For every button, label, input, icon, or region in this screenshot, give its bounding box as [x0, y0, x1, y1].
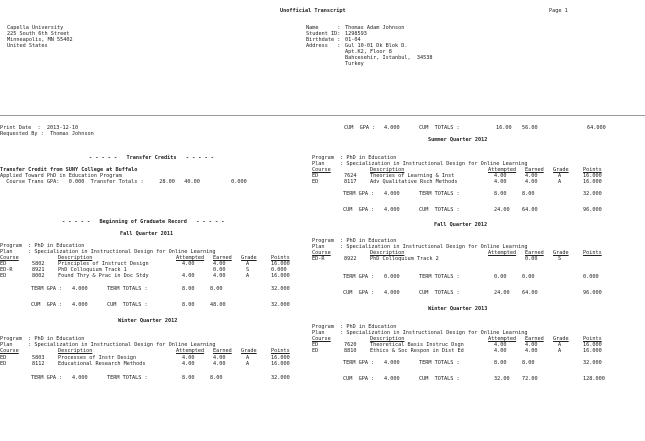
term-gpa-label: TERM GPA : — [31, 375, 63, 381]
term-gpa-label: TERM GPA : — [343, 274, 375, 280]
col-head-course: Course — [0, 348, 19, 354]
program-line: Program : PhD in Education — [312, 155, 397, 161]
course-earned: 4.00 — [525, 342, 538, 348]
cum-totals-label: CUM TOTALS : — [419, 376, 460, 382]
course-points: 16.000 — [583, 179, 602, 185]
term-points: 32.000 — [271, 286, 290, 292]
program-line: Program : PhD in Education — [0, 243, 85, 249]
col-head-points: Points — [583, 336, 602, 342]
cum-totals-label: CUM TOTALS : — [419, 290, 460, 296]
student-name: Thomas Adam Johnson — [345, 25, 405, 31]
course-grade: A — [558, 179, 562, 185]
plan-line: Plan : Specialization in Instructional Design for Online Learning — [0, 342, 216, 348]
course-attempted: 4.00 — [182, 273, 195, 279]
address-line: Turkey — [345, 61, 364, 67]
course-subject: ED — [0, 355, 7, 361]
course-subject: ED — [312, 342, 319, 348]
program-line: Program : PhD in Education — [312, 324, 397, 330]
term-totals-label: TERM TOTALS : — [419, 360, 460, 366]
cum-totals-label: CUM TOTALS : — [107, 302, 148, 308]
cum-attempted: 24.00 — [494, 290, 510, 296]
program-line: Program : PhD in Education — [312, 238, 397, 244]
course-description: Ethics & Soc Respon in Dist Ed — [370, 348, 464, 354]
term-earned: 8.00 — [210, 375, 223, 381]
term-totals-label: TERM TOTALS : — [419, 274, 460, 280]
term-gpa-label: TERM GPA : — [343, 360, 375, 366]
col-head-attempted: Attempted — [488, 336, 517, 342]
plan-line: Plan : Specialization in Instructional Design for Online Learning — [312, 244, 528, 250]
requested-by: Requested By : Thomas Johnson — [0, 131, 94, 137]
cum-gpa-value: 4.000 — [384, 376, 400, 382]
term-title: Winter Quarter 2013 — [428, 306, 488, 312]
cum-earned: 48.00 — [210, 302, 226, 308]
course-number: 7620 — [344, 342, 357, 348]
term-totals-label: TERM TOTALS : — [419, 191, 460, 197]
term-attempted: 0.00 — [494, 274, 507, 280]
term-title: Fall Quarter 2012 — [434, 222, 488, 228]
course-grade: S — [246, 267, 250, 273]
course-number: 5803 — [32, 355, 45, 361]
course-subject: ED-R — [0, 267, 13, 273]
term-points: 32.000 — [271, 375, 290, 381]
cum-attempted: 24.00 — [494, 207, 510, 213]
term-points: 32.000 — [583, 191, 602, 197]
course-number: 8810 — [344, 348, 357, 354]
print-date: Print Date : 2013-12-10 — [0, 125, 79, 131]
cum-attempted: 16.00 — [496, 125, 512, 131]
course-attempted: 4.00 — [182, 361, 195, 367]
cum-points: 96.000 — [583, 290, 602, 296]
course-attempted: 4.00 — [494, 179, 507, 185]
cum-gpa-label: CUM GPA : — [344, 125, 376, 131]
col-head-course: Course — [312, 167, 331, 173]
cum-attempted: 8.00 — [182, 302, 195, 308]
col-head-points: Points — [583, 167, 602, 173]
course-points: 16.000 — [583, 173, 602, 179]
transfer-applied: Applied Toward PhD in Education Program — [0, 173, 122, 179]
course-subject: ED — [312, 179, 319, 185]
transfer-heading: - - - - - Transfer Credits - - - - - — [89, 155, 214, 161]
col-head-earned: Earned — [213, 348, 232, 354]
col-head-attempted: Attempted — [488, 167, 517, 173]
term-attempted: 8.00 — [182, 375, 195, 381]
institution-line: Minneapolis, MN 55402 — [7, 37, 73, 43]
term-attempted: 8.00 — [494, 191, 507, 197]
col-head-description: Description — [58, 348, 93, 354]
col-head-grade: Grade — [553, 336, 569, 342]
course-description: Processes of Instr Design — [58, 355, 137, 361]
course-points: 0.000 — [271, 267, 287, 273]
cum-gpa-label: CUM GPA : — [343, 207, 375, 213]
term-earned: 0.00 — [522, 274, 535, 280]
cum-gpa-label: CUM GPA : — [343, 290, 375, 296]
cum-gpa-label: CUM GPA : — [31, 302, 63, 308]
cum-earned: 64.00 — [522, 207, 538, 213]
cum-points: 64.000 — [587, 125, 606, 131]
institution-line: Capella University — [7, 25, 64, 31]
term-totals-label: TERM TOTALS : — [107, 286, 148, 292]
course-grade: A — [246, 261, 250, 267]
term-title: Fall Quarter 2011 — [120, 231, 174, 237]
col-head-course: Course — [0, 255, 19, 261]
course-grade: A — [246, 273, 250, 279]
col-head-description: Description — [58, 255, 93, 261]
col-head-attempted: Attempted — [176, 255, 205, 261]
course-grade: S — [558, 256, 562, 262]
term-title: Summer Quarter 2012 — [428, 137, 488, 143]
cum-points: 32.000 — [271, 302, 290, 308]
address-label: Address : — [306, 43, 341, 49]
term-title: Winter Quarter 2012 — [118, 318, 178, 324]
plan-line: Plan : Specialization in Instructional Design for Online Learning — [312, 161, 528, 167]
col-head-earned: Earned — [525, 336, 544, 342]
course-points: 16.000 — [583, 348, 602, 354]
col-head-points: Points — [583, 250, 602, 256]
course-attempted: 4.00 — [182, 261, 195, 267]
name-label: Name : — [306, 25, 341, 31]
col-head-grade: Grade — [241, 255, 257, 261]
term-gpa-value: 4.000 — [384, 191, 400, 197]
course-attempted: 4.00 — [494, 348, 507, 354]
birthdate: 01-04 — [345, 37, 361, 43]
course-earned: 4.00 — [213, 355, 226, 361]
cum-totals-label: CUM TOTALS : — [419, 207, 460, 213]
col-head-course: Course — [312, 336, 331, 342]
term-gpa-value: 4.000 — [72, 286, 88, 292]
course-subject: ED — [312, 348, 319, 354]
col-head-points: Points — [271, 348, 290, 354]
transcript-title: Unofficial Transcript — [280, 8, 346, 14]
term-attempted: 8.00 — [182, 286, 195, 292]
course-number: 8117 — [344, 179, 357, 185]
course-points: 16.000 — [271, 355, 290, 361]
course-subject: ED-R — [312, 256, 325, 262]
term-gpa-label: TERM GPA : — [31, 286, 63, 292]
col-head-grade: Grade — [553, 250, 569, 256]
course-description: PhD Colloquium Track 1 — [58, 267, 127, 273]
cum-gpa-value: 4.000 — [384, 290, 400, 296]
course-points: 16.000 — [271, 261, 290, 267]
course-subject: ED — [0, 361, 7, 367]
course-grade: A — [246, 355, 250, 361]
divider — [0, 115, 645, 116]
transfer-totals: Course Trans GPA: 0.000 Transfer Totals : 28.00 40.00 0.000 — [0, 179, 247, 185]
term-earned: 8.00 — [210, 286, 223, 292]
course-earned: 4.00 — [525, 348, 538, 354]
term-gpa-label: TERM GPA : — [343, 191, 375, 197]
term-earned: 8.00 — [522, 360, 535, 366]
col-head-description: Description — [370, 336, 405, 342]
course-description: Theories of Learning & Inst — [370, 173, 455, 179]
course-earned: 4.00 — [213, 261, 226, 267]
grad-record-heading: - - - - - Beginning of Graduate Record - - - - - — [62, 219, 225, 225]
plan-line: Plan : Specialization in Instructional Design for Online Learning — [0, 249, 216, 255]
term-earned: 8.00 — [522, 191, 535, 197]
address-line: Apt.K2, Floor 8 — [345, 49, 392, 55]
course-number: 5802 — [32, 261, 45, 267]
col-head-earned: Earned — [525, 167, 544, 173]
course-points: 16.000 — [271, 361, 290, 367]
course-description: Adv Qualitative Rsch Methods — [370, 179, 458, 185]
cum-earned: 64.00 — [522, 290, 538, 296]
course-number: 8112 — [32, 361, 45, 367]
course-number: 7624 — [344, 173, 357, 179]
course-description: Found Thry & Prac in Doc Stdy — [58, 273, 149, 279]
col-head-points: Points — [271, 255, 290, 261]
course-grade: A — [558, 173, 562, 179]
course-number: 8922 — [344, 256, 357, 262]
cum-earned: 72.00 — [522, 376, 538, 382]
course-earned: 4.00 — [525, 173, 538, 179]
cum-points: 96.000 — [583, 207, 602, 213]
course-number: 8921 — [32, 267, 45, 273]
id-label: Student ID: — [306, 31, 341, 37]
page-number: Page 1 — [549, 8, 568, 14]
col-head-attempted: Attempted — [176, 348, 205, 354]
course-points: 16.000 — [583, 342, 602, 348]
birth-label: Birthdate : — [306, 37, 341, 43]
term-gpa-value: 4.000 — [384, 360, 400, 366]
course-earned: 4.00 — [213, 361, 226, 367]
course-points: 16.000 — [271, 273, 290, 279]
col-head-description: Description — [370, 167, 405, 173]
course-subject: ED — [0, 261, 7, 267]
course-earned: 4.00 — [525, 179, 538, 185]
course-earned: 4.00 — [213, 273, 226, 279]
cum-gpa-label: CUM GPA : — [343, 376, 375, 382]
course-number: 8002 — [32, 273, 45, 279]
cum-totals-label: CUM TOTALS : — [419, 125, 460, 131]
term-points: 0.000 — [583, 274, 599, 280]
course-subject: ED — [312, 173, 319, 179]
col-head-attempted: Attempted — [488, 250, 517, 256]
cum-gpa-value: 4.000 — [72, 302, 88, 308]
cum-gpa-value: 4.000 — [384, 207, 400, 213]
course-grade: A — [558, 348, 562, 354]
cum-gpa-value: 4.000 — [384, 125, 400, 131]
transfer-from: Transfer Credit from SUNY College at Buffalo — [0, 167, 138, 173]
course-earned: 0.00 — [213, 267, 226, 273]
cum-attempted: 32.00 — [494, 376, 510, 382]
cum-earned: 56.00 — [522, 125, 538, 131]
col-head-grade: Grade — [241, 348, 257, 354]
student-id: 1298593 — [345, 31, 367, 37]
program-line: Program : PhD in Education — [0, 336, 85, 342]
plan-line: Plan : Specialization in Instructional Design for Online Learning — [312, 330, 528, 336]
address-line: Bahcesehir, Istanbul, 34538 — [345, 55, 433, 61]
term-attempted: 8.00 — [494, 360, 507, 366]
institution-line: United States — [7, 43, 48, 49]
course-attempted: 4.00 — [494, 173, 507, 179]
term-points: 32.000 — [583, 360, 602, 366]
course-description: Principles of Instruct Design — [58, 261, 149, 267]
course-grade: A — [558, 342, 562, 348]
cum-points: 128.000 — [583, 376, 605, 382]
term-gpa-value: 4.000 — [72, 375, 88, 381]
col-head-earned: Earned — [213, 255, 232, 261]
course-attempted: 4.00 — [494, 342, 507, 348]
course-description: PhD Colloquium Track 2 — [370, 256, 439, 262]
course-earned: 0.00 — [525, 256, 538, 262]
course-grade: A — [246, 361, 250, 367]
course-subject: ED — [0, 273, 7, 279]
col-head-earned: Earned — [525, 250, 544, 256]
term-totals-label: TERM TOTALS : — [107, 375, 148, 381]
term-gpa-value: 0.000 — [384, 274, 400, 280]
col-head-grade: Grade — [553, 167, 569, 173]
institution-line: 225 South 6th Street — [7, 31, 70, 37]
course-attempted: 4.00 — [182, 355, 195, 361]
course-description: Educational Research Methods — [58, 361, 146, 367]
address-line: Gul 10-01 Dk Blok D. — [345, 43, 408, 49]
col-head-course: Course — [312, 250, 331, 256]
col-head-description: Description — [370, 250, 405, 256]
course-description: Theoretical Basis Instruc Dsgn — [370, 342, 464, 348]
